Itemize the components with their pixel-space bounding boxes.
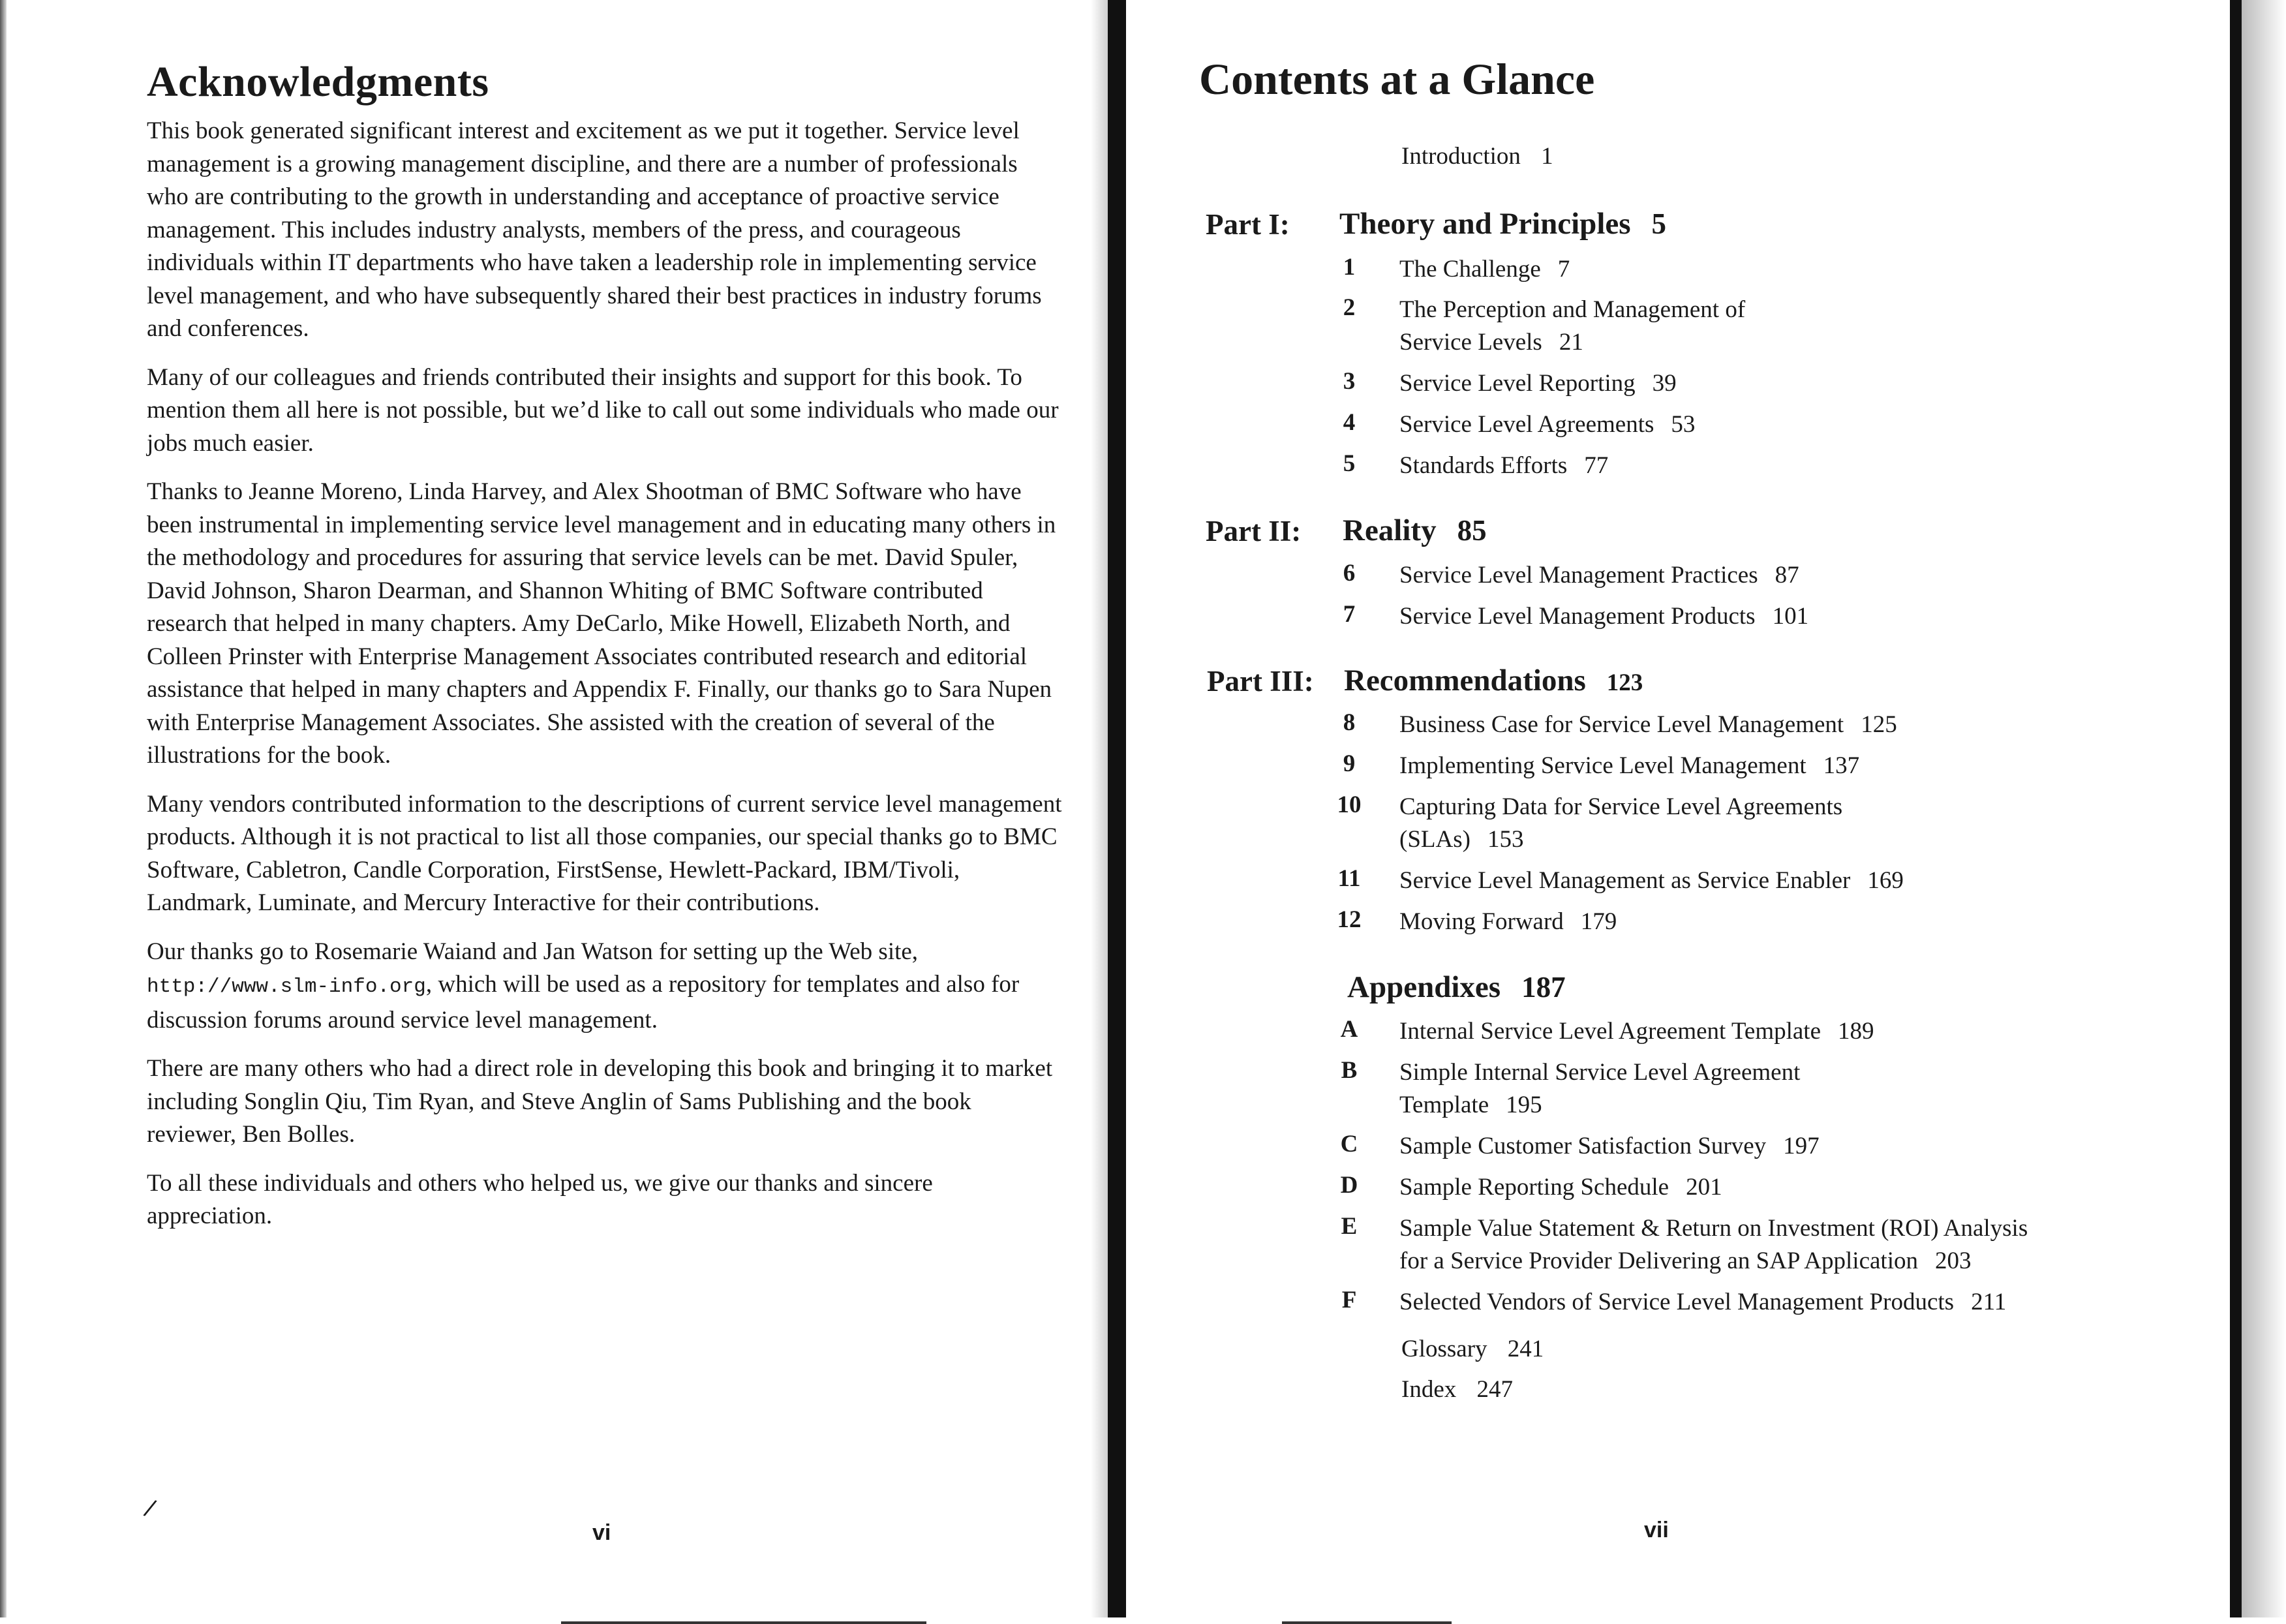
- entry-page: 87: [1775, 562, 1799, 589]
- part-2-page: 85: [1457, 514, 1487, 547]
- entry-title-line: Service Level Management Products: [1399, 603, 1756, 630]
- scan-edge-right-shadow: [2242, 0, 2286, 1617]
- entry-title: [1399, 865, 1904, 897]
- part-3-heading: [1344, 663, 1643, 698]
- entry-title-line: Selected Vendors of Service Level Management Products: [1399, 1289, 1955, 1315]
- part-1-title: Theory and Principles: [1339, 207, 1631, 241]
- ack-paragraph-1: This book generated significant interest and excitement as we put it together. Service level management is a growing management discipline, and there are a number of professionals who are contributing to the growth in understanding and acceptance of proactive service management. This includes industry analysts, members of the press, and courageous individuals within IT departments who have taken a leadership role in implementing service level management, and who have subsequently shared their best practices in industry forums and conferences.: [147, 117, 1042, 342]
- entry-number: 5: [1343, 450, 1356, 477]
- glossary-title: Glossary: [1401, 1336, 1487, 1362]
- part-1-label: Part I:: [1206, 208, 1290, 241]
- entry-page: 197: [1783, 1133, 1820, 1159]
- introduction-page: 1: [1541, 143, 1553, 170]
- entry-number: 2: [1343, 294, 1356, 321]
- ack-url-before: Our thanks go to Rosemarie Waiand and Jan Watson for setting up the Web site,: [147, 938, 919, 965]
- entry-number: 9: [1343, 750, 1356, 777]
- entry-title-line: Service Level Reporting: [1399, 370, 1636, 397]
- introduction-title: Introduction: [1401, 143, 1521, 170]
- entry-page: 169: [1867, 867, 1904, 894]
- page-bottom-edge-left: [561, 1621, 926, 1624]
- entry-number: 10: [1337, 791, 1362, 818]
- entry-page: 195: [1506, 1092, 1542, 1118]
- entry-page: 179: [1580, 908, 1617, 935]
- entry-page: 201: [1686, 1174, 1722, 1201]
- part-2-heading: [1343, 513, 1487, 548]
- entry-page: 189: [1838, 1018, 1874, 1045]
- entry-number: F: [1341, 1287, 1357, 1313]
- entry-title-line: Sample Customer Satisfaction Survey: [1399, 1133, 1767, 1159]
- entry-title: [1399, 906, 1617, 938]
- entry-page: 211: [1971, 1289, 2007, 1315]
- entry-number: 4: [1343, 409, 1356, 436]
- entry-title-line: Service Level Agreements: [1399, 411, 1654, 438]
- entry-number: 6: [1343, 560, 1356, 587]
- scan-edge-right: [2230, 0, 2242, 1617]
- page-number-right: vii: [1644, 1518, 1669, 1542]
- toc-index: [1401, 1375, 1513, 1403]
- entry-number: A: [1340, 1016, 1358, 1043]
- entry-title-line: Service Level Management as Service Enabler: [1399, 867, 1851, 894]
- entry-title-line: Implementing Service Level Management: [1399, 752, 1806, 779]
- glossary-page: 241: [1507, 1336, 1544, 1362]
- entry-title: [1399, 450, 1608, 482]
- entry-title: [1399, 559, 1799, 592]
- entry-number: 12: [1337, 906, 1362, 933]
- entry-title-line: Internal Service Level Agreement Template: [1399, 1018, 1821, 1045]
- entry-number: 7: [1343, 601, 1356, 628]
- entry-page: 101: [1772, 603, 1809, 630]
- entry-page: 21: [1559, 329, 1583, 356]
- entry-title: [1399, 294, 1745, 359]
- page-bottom-edge-right: [1282, 1621, 1452, 1624]
- ack-url-after: , which will be used as a repository for templates and also for discussion forums around service level management.: [147, 971, 1020, 1034]
- entry-page: 125: [1861, 711, 1897, 738]
- entry-page: 7: [1557, 256, 1570, 283]
- entry-number: 3: [1343, 368, 1356, 395]
- entry-title: [1399, 750, 1859, 782]
- entry-number: C: [1340, 1131, 1358, 1157]
- ack-paragraph-4: Many vendors contributed information to the descriptions of current service level management products. Although it is not practical to list all those companies, our special thanks go to BMC Software, Cabletron, Candle Corporation, FirstSense, Hewlett-Packard, IBM/Tivoli, Landmark, Luminate, and Mercury Interactive for their contributions.: [147, 790, 1062, 916]
- entry-title: [1399, 1015, 1874, 1048]
- entry-title: [1399, 1212, 2028, 1278]
- website-url: http://www.slm-info.org: [147, 975, 426, 998]
- entry-title-line-2: Template: [1399, 1092, 1489, 1118]
- contents-title: Contents at a Glance: [1199, 54, 1595, 104]
- entry-title: [1399, 408, 1695, 441]
- pen-mark: /: [141, 1493, 159, 1524]
- entry-title: [1399, 1286, 2006, 1319]
- acknowledgments-body: [147, 115, 1063, 1249]
- part-1-heading: [1339, 206, 1666, 241]
- ack-paragraph-5: [147, 936, 1063, 1037]
- entry-title: [1399, 1130, 1820, 1163]
- entry-title: [1399, 600, 1808, 633]
- part-2-title: Reality: [1343, 513, 1437, 547]
- acknowledgments-title: Acknowledgments: [147, 58, 489, 106]
- entry-title-line: Service Level Management Practices: [1399, 562, 1758, 589]
- entry-title-line-2: Service Levels: [1399, 329, 1542, 356]
- ack-paragraph-3: Thanks to Jeanne Moreno, Linda Harvey, and Alex Shootman of BMC Software who have been instrumental in implementing service level management and in educating many others in the methodology and procedures for assuring that service levels can be met. David Spuler, David Johnson, Sharon Dearman, and Shannon Whiting of BMC Software contributed research that helped in many chapters. Amy DeCarlo, Mike Howell, Elizabeth North, and Colleen Prinster with Enterprise Management Associates contributed research and editorial assistance that helped in many chapters and Appendix F. Finally, our thanks go to Sara Nupen with Enterprise Management Associates. She assisted with the creation of several of the illustrations for the book.: [147, 478, 1056, 769]
- index-title: Index: [1401, 1376, 1457, 1403]
- entry-page: 39: [1652, 370, 1677, 397]
- entry-title-line: Sample Reporting Schedule: [1399, 1174, 1669, 1201]
- entry-page: 77: [1584, 452, 1609, 479]
- part-3-page: 123: [1606, 669, 1643, 696]
- part-2-label: Part II:: [1206, 515, 1302, 547]
- entry-number: D: [1340, 1172, 1358, 1199]
- entry-title: [1399, 791, 1842, 856]
- toc-introduction: [1401, 142, 1553, 170]
- entry-title: [1399, 709, 1897, 741]
- entry-title-line: Moving Forward: [1399, 908, 1564, 935]
- entry-title-line: Capturing Data for Service Level Agreements: [1399, 793, 1843, 820]
- scan-edge-left: [0, 0, 7, 1617]
- appendixes-title: Appendixes: [1347, 970, 1501, 1004]
- entry-title-line: Business Case for Service Level Management: [1399, 711, 1844, 738]
- gutter-shadow: [1091, 0, 1108, 1617]
- entry-number: B: [1341, 1057, 1358, 1084]
- entry-number: E: [1341, 1213, 1358, 1240]
- book-gutter: [1108, 0, 1126, 1617]
- ack-paragraph-7: To all these individuals and others who helped us, we give our thanks and sincere appreciation.: [147, 1169, 933, 1229]
- entry-number: 1: [1343, 254, 1356, 281]
- entry-number: 11: [1337, 865, 1361, 892]
- entry-title: [1399, 367, 1677, 400]
- entry-title-line: Standards Efforts: [1399, 452, 1568, 479]
- entry-title-line: Simple Internal Service Level Agreement: [1399, 1059, 1801, 1086]
- entry-title-line-2: for a Service Provider Delivering an SAP Application: [1399, 1248, 1918, 1274]
- index-page: 247: [1476, 1376, 1513, 1403]
- entry-page: 137: [1823, 752, 1860, 779]
- ack-paragraph-2: Many of our colleagues and friends contributed their insights and support for this book. To mention them all here is not possible, but we’d like to call out some individuals who made our jobs much easier.: [147, 363, 1059, 457]
- appendixes-page: 187: [1521, 971, 1566, 1004]
- entry-title: [1399, 253, 1570, 286]
- appendixes-heading: [1347, 970, 1566, 1005]
- part-3-label: Part III:: [1207, 665, 1314, 697]
- page-number-left: vi: [592, 1520, 611, 1545]
- entry-page: 203: [1934, 1248, 1972, 1274]
- entry-title-line: Sample Value Statement & Return on Investment (ROI) Analysis: [1399, 1215, 2028, 1242]
- ack-paragraph-6: There are many others who had a direct role in developing this book and bringing it to market including Songlin Qiu, Tim Ryan, and Steve Anglin of Sams Publishing and the book reviewer, Ben Bolles.: [147, 1055, 1053, 1148]
- entry-page: 53: [1671, 411, 1696, 438]
- part-1-page: 5: [1651, 207, 1667, 240]
- entry-title: [1399, 1056, 1800, 1122]
- part-3-title: Recommendations: [1344, 664, 1586, 697]
- entry-number: 8: [1343, 709, 1356, 736]
- entry-title-line: The Perception and Management of: [1399, 296, 1746, 323]
- entry-page: 153: [1487, 826, 1524, 853]
- toc-glossary: [1401, 1335, 1544, 1363]
- entry-title: [1399, 1171, 1722, 1204]
- entry-title-line: The Challenge: [1399, 256, 1541, 283]
- entry-title-line-2: (SLAs): [1399, 826, 1471, 853]
